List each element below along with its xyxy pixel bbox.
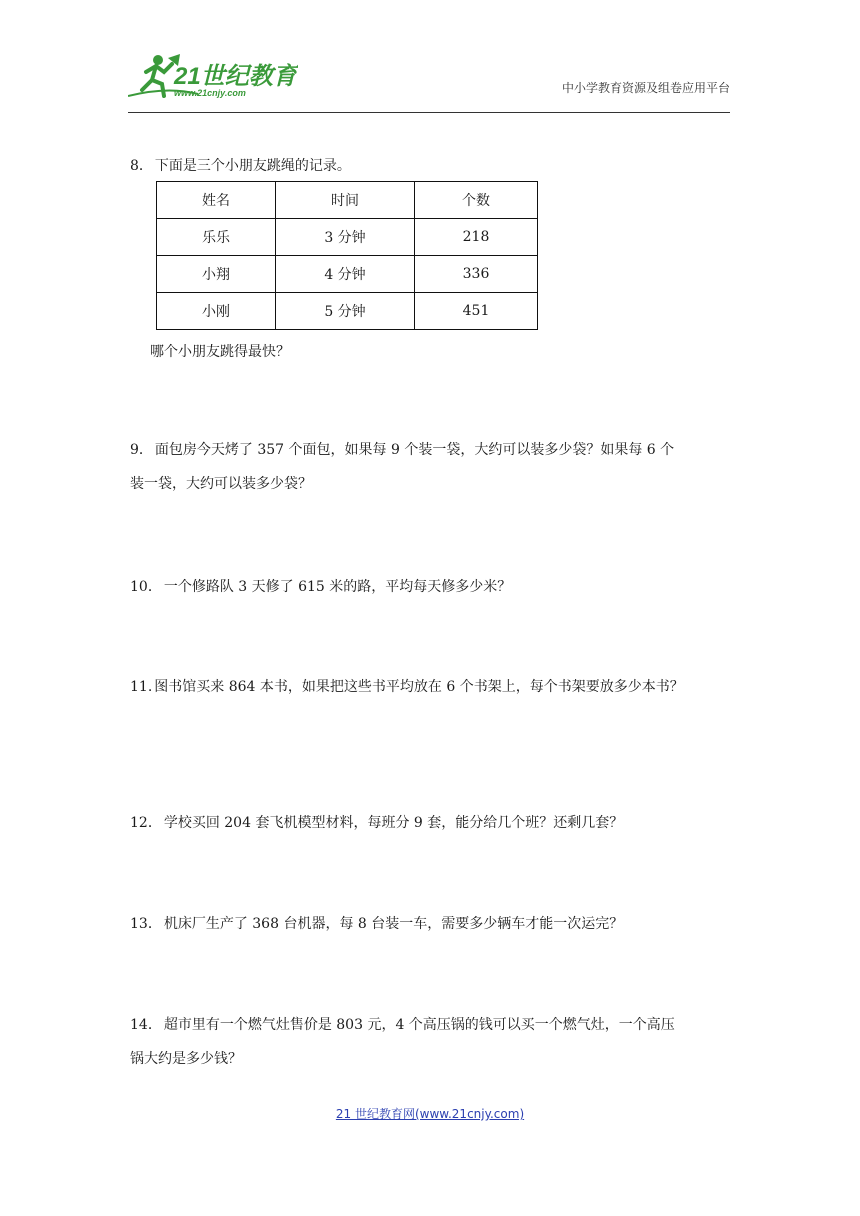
table-cell: 5 分钟	[276, 293, 415, 330]
page-footer	[0, 1105, 860, 1122]
question-followup: 哪个小朋友跳得最快？	[150, 344, 290, 360]
page-header	[128, 50, 730, 113]
question-13	[130, 910, 623, 938]
question-10	[130, 573, 511, 601]
question-text: 机床厂生产了 368 台机器，每 8 台装一车，需要多少辆车才能一次运完？	[163, 916, 624, 932]
question-12	[130, 809, 623, 837]
table-cell: 4 分钟	[276, 256, 415, 293]
question-text: 超市里有一个燃气灶售价是 803 元，4 个高压锅的钱可以买一个燃气灶，一个高压	[163, 1017, 675, 1033]
footer-link[interactable]: 21 世纪教育网(www.21cnjy.com)	[335, 1107, 525, 1121]
table-cell: 218	[415, 219, 538, 256]
platform-label: 中小学教育资源及组卷应用平台	[561, 81, 730, 95]
question-text: 一个修路队 3 天修了 615 米的路，平均每天修多少米？	[163, 579, 512, 595]
table-cell: 451	[415, 293, 538, 330]
question-text: 图书馆买来 864 本书，如果把这些书平均放在 6 个书架上，每个书架要放多少本书？	[154, 679, 684, 695]
table-cell: 小翔	[157, 256, 276, 293]
question-number: 10．	[130, 579, 162, 595]
table-header-row	[157, 182, 538, 219]
question-number: 13．	[130, 916, 162, 932]
table-cell: 小刚	[157, 293, 276, 330]
question-number: 11.	[130, 679, 153, 695]
header-cell: 姓名	[157, 182, 276, 219]
logo-21cnjy[interactable]	[128, 50, 298, 102]
question-text-continued: 锅大约是多少钱？	[130, 1051, 242, 1067]
question-text: 面包房今天烤了 357 个面包，如果每 9 个装一袋，大约可以装多少袋？如果每 6 个	[154, 442, 675, 458]
question-number: 9．	[130, 442, 153, 458]
header-divider	[128, 112, 730, 113]
question-number: 14．	[130, 1017, 162, 1033]
table-row	[157, 256, 538, 293]
table-cell: 乐乐	[157, 219, 276, 256]
table-cell: 336	[415, 256, 538, 293]
header-cell: 个数	[415, 182, 538, 219]
question-text-continued: 装一袋，大约可以装多少袋？	[130, 476, 312, 492]
jump-rope-table	[156, 181, 538, 330]
table-cell: 3 分钟	[276, 219, 415, 256]
question-number: 8．	[130, 158, 153, 174]
question-8	[130, 152, 351, 180]
question-9	[130, 436, 674, 498]
header-cell: 时间	[276, 182, 415, 219]
question-11	[130, 673, 684, 701]
question-14	[130, 1011, 675, 1073]
logo-text: 21世纪教育	[174, 63, 297, 90]
question-text: 下面是三个小朋友跳绳的记录。	[154, 158, 351, 174]
question-text: 学校买回 204 套飞机模型材料，每班分 9 套，能分给几个班？还剩几套？	[163, 815, 624, 831]
question-number: 12．	[130, 815, 162, 831]
table-row	[157, 293, 538, 330]
table-row	[157, 219, 538, 256]
logo-url: www.21cnjy.com	[174, 88, 246, 98]
